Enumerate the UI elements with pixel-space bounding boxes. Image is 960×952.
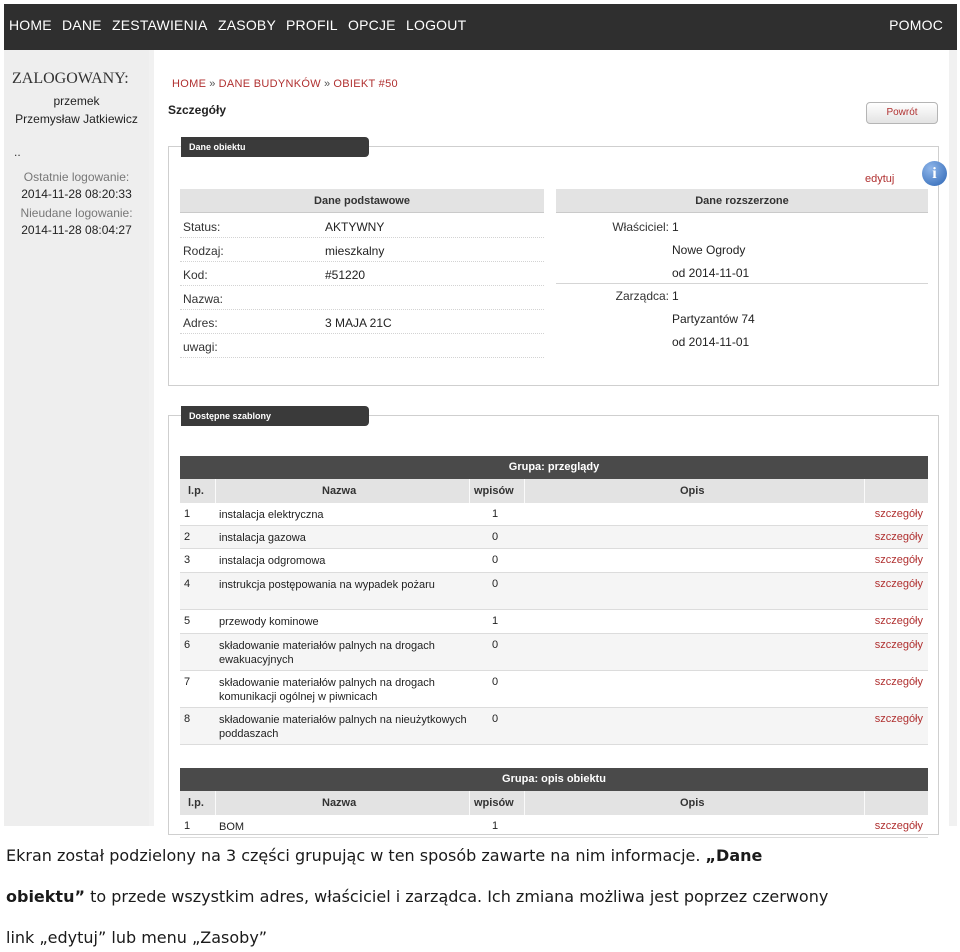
- details-link[interactable]: szczegóły: [874, 531, 923, 543]
- group-inspections: [180, 456, 928, 745]
- details-link[interactable]: szczegóły: [874, 820, 923, 832]
- details-link[interactable]: szczegóły: [874, 639, 923, 651]
- nav-opcje[interactable]: OPCJE: [348, 17, 396, 33]
- row-name: przewody kominowe: [219, 616, 319, 628]
- row-lp: 5: [184, 615, 191, 627]
- row-name: instrukcja postępowania na wypadek pożaru: [219, 579, 435, 591]
- row-count: 1: [492, 508, 499, 520]
- column-divider: [215, 791, 216, 815]
- breadcrumb: [172, 78, 398, 90]
- page-title: Szczegóły: [168, 103, 227, 117]
- screenshot: [4, 4, 957, 833]
- manager-label: Zarządca:: [615, 289, 669, 303]
- column-divider: [215, 479, 216, 503]
- details-link[interactable]: szczegóły: [874, 578, 923, 590]
- col-entries: wpisów: [474, 485, 514, 497]
- sidebar: [4, 50, 149, 826]
- row-name: instalacja gazowa: [219, 532, 306, 544]
- breadcrumb-buildings[interactable]: DANE BUDYNKÓW: [218, 78, 321, 90]
- field-status: [180, 214, 544, 238]
- row-name: instalacja odgromowa: [219, 555, 326, 567]
- field-name: [180, 286, 544, 310]
- extended-data-header: Dane rozszerzone: [556, 189, 928, 213]
- details-link[interactable]: szczegóły: [874, 615, 923, 627]
- row-lp: 7: [184, 676, 191, 688]
- failed-login-value: 2014-11-28 08:04:27: [21, 223, 132, 237]
- row-lp: 1: [184, 820, 191, 832]
- caption-line-1: [6, 846, 762, 865]
- caption-text: Ekran został podzielony na 3 części grupując w ten sposób zawarte na nim informacje.: [6, 846, 701, 865]
- field-value: #51220: [325, 268, 366, 282]
- user-full-name: Przemysław Jatkiewicz: [15, 112, 138, 126]
- logged-in-heading: ZALOGOWANY:: [12, 70, 129, 87]
- column-divider: [524, 791, 525, 815]
- col-lp: l.p.: [188, 797, 204, 809]
- sidebar-dots: ..: [14, 145, 21, 159]
- field-label: Rodzaj:: [183, 244, 224, 258]
- column-divider: [864, 479, 865, 503]
- back-button[interactable]: Powrót: [866, 102, 938, 124]
- field-label: Adres:: [183, 316, 218, 330]
- caption-text: to przede wszystkim adres, właściciel i zarządca. Ich zmiana możliwa jest poprzez czerwony: [90, 887, 829, 906]
- nav-help[interactable]: POMOC: [889, 17, 943, 33]
- manager-name: Partyzantów 74: [672, 312, 755, 326]
- row-name: składowanie materiałów palnych na nieużytkowych poddaszach: [219, 714, 467, 740]
- field-label: uwagi:: [183, 340, 218, 354]
- main-content: [154, 50, 949, 833]
- row-name: BOM: [219, 821, 245, 833]
- nav-profil[interactable]: PROFIL: [286, 17, 338, 33]
- owner-name: Nowe Ogrody: [672, 243, 746, 257]
- object-data-tab: Dane obiektu: [181, 137, 369, 157]
- row-count: 1: [492, 615, 499, 627]
- row-count: 0: [492, 554, 499, 566]
- details-link[interactable]: szczegóły: [874, 508, 923, 520]
- row-lp: 4: [184, 578, 191, 590]
- field-code: [180, 262, 544, 286]
- table-row: [180, 503, 928, 526]
- breadcrumb-home[interactable]: HOME: [172, 78, 207, 90]
- field-value: mieszkalny: [325, 244, 385, 258]
- templates-tab: Dostępne szablony: [181, 406, 369, 426]
- owner-label: Właściciel:: [612, 220, 669, 234]
- templates-panel: [168, 411, 939, 835]
- column-divider: [524, 479, 525, 503]
- row-count: 0: [492, 713, 499, 725]
- group-object-description: [180, 768, 928, 838]
- col-lp: l.p.: [188, 485, 204, 497]
- row-count: 0: [492, 531, 499, 543]
- caption-bold-text: obiektu”: [6, 887, 85, 906]
- user-login: przemek: [53, 94, 100, 108]
- caption-text: link „edytuj” lub menu „Zasoby”: [6, 928, 268, 947]
- row-lp: 3: [184, 554, 191, 566]
- col-description: Opis: [680, 797, 705, 809]
- column-divider: [469, 479, 470, 503]
- row-count: 1: [492, 820, 499, 832]
- caption-line-2: [6, 887, 828, 906]
- table-row: [180, 526, 928, 549]
- details-link[interactable]: szczegóły: [874, 554, 923, 566]
- row-count: 0: [492, 639, 499, 651]
- column-divider: [469, 791, 470, 815]
- edit-link[interactable]: edytuj: [865, 173, 895, 185]
- nav-dane[interactable]: DANE: [62, 17, 102, 33]
- group-title: Grupa: przeglądy: [180, 456, 928, 479]
- table-row: [180, 815, 928, 838]
- table-row: [180, 549, 928, 573]
- field-address: [180, 310, 544, 334]
- field-type: [180, 238, 544, 262]
- row-lp: 6: [184, 639, 191, 651]
- row-lp: 2: [184, 531, 191, 543]
- row-name: instalacja elektryczna: [219, 509, 324, 521]
- top-nav: [4, 4, 957, 50]
- field-label: Nazwa:: [183, 292, 224, 306]
- col-name: Nazwa: [322, 797, 357, 809]
- breadcrumb-separator: »: [323, 78, 331, 90]
- last-login-label: Ostatnie logowanie:: [23, 170, 130, 184]
- info-icon[interactable]: i: [922, 161, 947, 186]
- table-row: [180, 573, 928, 610]
- caption-line-3: [6, 928, 267, 947]
- owner-since: od 2014-11-01: [672, 266, 750, 280]
- owner-id: 1: [672, 220, 679, 234]
- row-name: składowanie materiałów palnych na drogach komunikacji ogólnej w piwnicach: [219, 677, 435, 703]
- col-entries: wpisów: [474, 797, 514, 809]
- column-divider: [864, 791, 865, 815]
- details-link[interactable]: szczegóły: [874, 676, 923, 688]
- field-value: AKTYWNY: [325, 220, 385, 234]
- row-lp: 8: [184, 713, 191, 725]
- nav-zasoby[interactable]: ZASOBY: [218, 17, 276, 33]
- field-notes: [180, 334, 544, 358]
- nav-logout[interactable]: LOGOUT: [406, 17, 467, 33]
- last-login-value: 2014-11-28 08:20:33: [21, 187, 132, 201]
- table-header: [180, 791, 928, 815]
- row-lp: 1: [184, 508, 191, 520]
- caption-bold-text: „Dane: [705, 846, 763, 865]
- row-count: 0: [492, 578, 499, 590]
- details-link[interactable]: szczegóły: [874, 713, 923, 725]
- basic-data-header: Dane podstawowe: [180, 189, 544, 213]
- table-row: [180, 708, 928, 745]
- manager-since: od 2014-11-01: [672, 335, 750, 349]
- group-title: Grupa: opis obiektu: [180, 768, 928, 791]
- table-row: [180, 634, 928, 671]
- field-label: Status:: [183, 220, 221, 234]
- field-label: Kod:: [183, 268, 208, 282]
- row-name: składowanie materiałów palnych na drogach ewakuacyjnych: [219, 640, 435, 666]
- manager-id: 1: [672, 289, 679, 303]
- col-description: Opis: [680, 485, 705, 497]
- row-count: 0: [492, 676, 499, 688]
- breadcrumb-separator: »: [209, 78, 216, 90]
- failed-login-label: Nieudane logowanie:: [20, 206, 133, 220]
- extended-divider: [556, 283, 928, 284]
- nav-zestawienia[interactable]: ZESTAWIENIA: [112, 17, 208, 33]
- breadcrumb-object[interactable]: OBIEKT #50: [333, 78, 398, 90]
- field-value: 3 MAJA 21C: [325, 316, 392, 330]
- nav-home[interactable]: HOME: [9, 17, 52, 33]
- col-name: Nazwa: [322, 485, 357, 497]
- table-row: [180, 671, 928, 708]
- object-data-panel: [168, 142, 939, 386]
- table-header: [180, 479, 928, 503]
- table-row: [180, 610, 928, 634]
